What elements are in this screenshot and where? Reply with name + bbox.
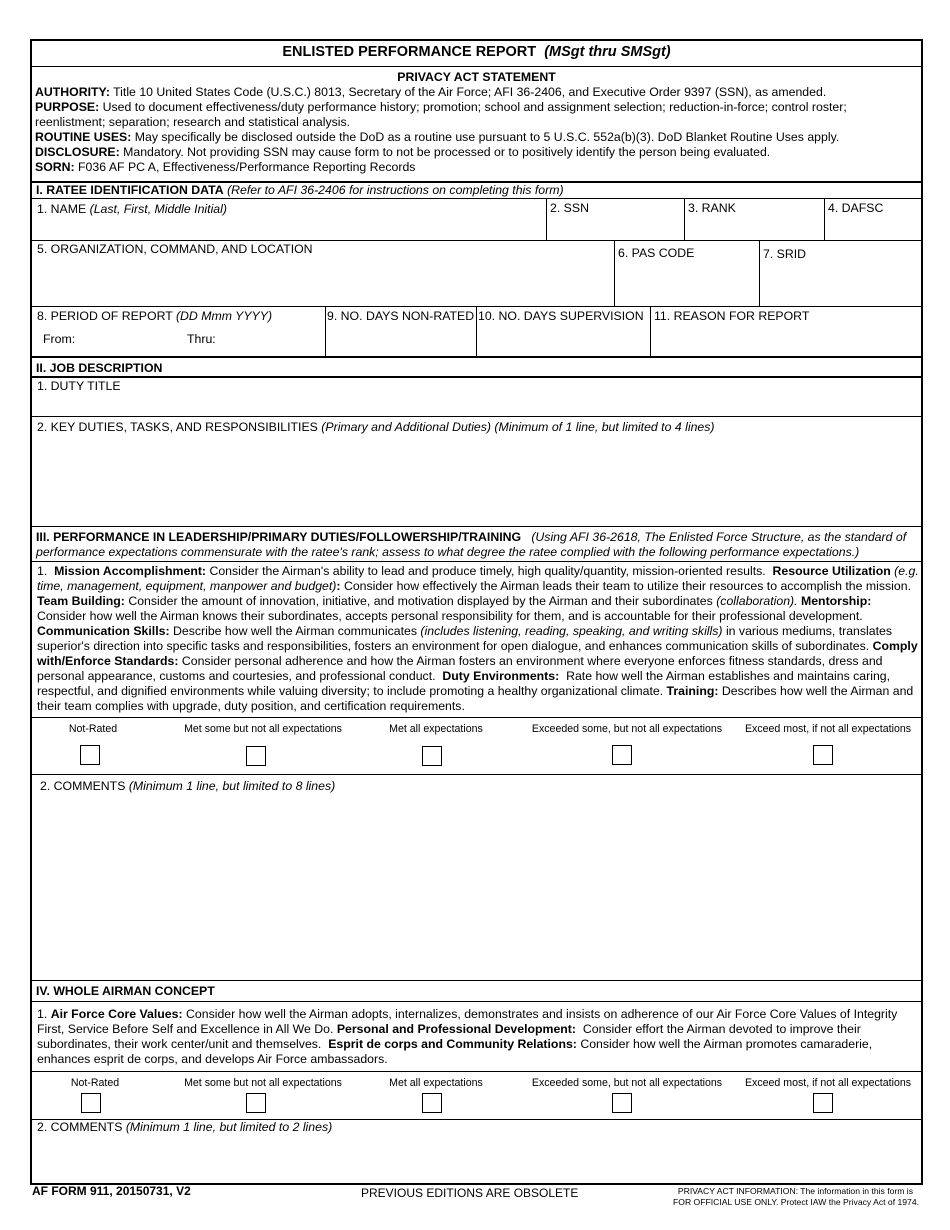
privacy-act-footer (673, 1186, 919, 1208)
rating-checkbox-met-all[interactable] (422, 746, 442, 766)
organization-field[interactable] (32, 241, 614, 305)
section-3-title: III. PERFORMANCE IN LEADERSHIP/PRIMARY DUTIES/FOLLOWERSHIP/TRAINING (36, 530, 522, 544)
authority-text: Title 10 United States Code (U.S.C.) 8013, Secretary of the Air Force; AFI 36-2406, and Executive Order 9397 (SSN), as amended. (113, 85, 827, 99)
privacy-footer-line-2: FOR OFFICIAL USE ONLY. Protect IAW the Privacy Act of 1974. (673, 1197, 919, 1207)
section-3-heading (36, 530, 912, 560)
rating-checkbox-met-some[interactable] (246, 1093, 266, 1113)
rating-checkbox-exceed-most[interactable] (813, 745, 833, 765)
rating-label-met-all: Met all expectations (389, 1077, 483, 1089)
rating-label-met-all: Met all expectations (389, 723, 483, 735)
section-4-comments-field[interactable] (32, 1120, 921, 1183)
standards-text: Consider personal adherence and how the Airman fosters an environment where everyone enforces fitness standards, dress and personal appearance, customs and courtesies, and professional conduct. (37, 654, 883, 683)
duty-environments-text: Rate how well the Airman establishes and maintains caring, respectful, and dignified environments while valuing diversity; to include promoting a healthy organizational climate. (37, 669, 891, 698)
section-4-comments-label (37, 1120, 332, 1135)
form-title-suffix: (MSgt thru SMSgt) (544, 44, 671, 60)
routine-uses-text: May specifically be disclosed outside the DoD as a routine use pursuant to 5 U.S.C. 552a(b)(3). DoD Blanket Routine Uses apply. (134, 130, 840, 144)
rank-field[interactable] (685, 199, 824, 239)
comments-label-text: 2. COMMENTS (40, 779, 126, 793)
privacy-act-statement (35, 85, 905, 175)
srid-field[interactable] (760, 241, 921, 305)
divider (32, 1071, 921, 1072)
pas-code-label: 6. PAS CODE (618, 246, 695, 260)
mentorship-text: Consider how well the Airman knows their subordinates, accepts personal responsibility for them, and is accountable for their professional development. (37, 609, 863, 623)
section-1-note: (Refer to AFI 36-2406 for instructions on completing this form) (227, 183, 564, 197)
period-label-text: 8. PERIOD OF REPORT (37, 309, 173, 323)
mentorship-label: Mentorship: (800, 594, 872, 608)
privacy-act-heading: PRIVACY ACT STATEMENT (397, 70, 556, 84)
rating-checkbox-not-rated[interactable] (81, 1093, 101, 1113)
rating-label-met-some: Met some but not all expectations (184, 1077, 342, 1089)
days-non-rated-label: 9. NO. DAYS NON-RATED (327, 309, 475, 323)
rating-checkbox-exceeded-some[interactable] (612, 1093, 632, 1113)
training-text: Describes how well the Airman and their team complies with upgrade, duty position, and certification requirements. (37, 684, 914, 713)
section-4-heading: IV. WHOLE AIRMAN CONCEPT (36, 984, 215, 998)
communication-text-a: Describe how well the Airman communicates (172, 624, 417, 638)
divider (32, 356, 921, 358)
purpose-line (35, 100, 905, 130)
thru-date-input[interactable] (222, 329, 322, 351)
rank-label: 3. RANK (688, 201, 736, 215)
name-label-note: (Last, First, Middle Initial) (89, 202, 227, 216)
comments-label-text: 2. COMMENTS (37, 1120, 123, 1134)
training-label: Training: (666, 684, 719, 698)
sorn-text: F036 AF PC A, Effectiveness/Performance Reporting Records (78, 160, 416, 174)
section-1-title: I. RATEE IDENTIFICATION DATA (36, 183, 224, 197)
resource-note: (e.g. time, management, equipment, manpower and budget) (37, 564, 919, 593)
rating-label-met-some: Met some but not all expectations (184, 723, 342, 735)
communication-label: Communication Skills: (37, 624, 170, 638)
sorn-label: SORN: (35, 160, 75, 174)
form-title (32, 44, 921, 60)
privacy-footer-line-1: PRIVACY ACT INFORMATION: The information in this form is (677, 1186, 913, 1196)
duty-title-label: 1. DUTY TITLE (37, 379, 121, 393)
dafsc-field[interactable] (825, 199, 921, 239)
team-building-text: Consider the amount of innovation, initiative, and motivation displayed by the Airman and their subordinates (128, 594, 713, 608)
esprit-label: Esprit de corps and Community Relations: (328, 1037, 577, 1051)
period-label-note: (DD Mmm YYYY) (175, 309, 273, 323)
sorn-line (35, 160, 905, 175)
communication-note: (includes listening, reading, speaking, and writing skills) (420, 624, 723, 638)
item-number: 1. (37, 564, 48, 578)
section-3-note: (Using AFI 36-2618, The Enlisted Force Structure, as the standard of performance expectations commensurate with the ratee's rank; assess to what degree the ratee complied with the following performance expectations.) (36, 530, 907, 559)
thru-label: Thru: (187, 332, 216, 346)
comments-label-note: (Minimum 1 line, but limited to 8 lines) (128, 779, 336, 793)
period-of-report-label (37, 309, 272, 324)
key-duties-label (37, 420, 715, 435)
rating-checkbox-exceed-most[interactable] (813, 1093, 833, 1113)
development-text: Consider effort the Airman devoted to improve their subordinates, their work center/unit and themselves. (37, 1022, 861, 1051)
team-building-note: (collaboration). (716, 594, 798, 608)
divider (32, 561, 921, 562)
rating-checkbox-not-rated[interactable] (80, 745, 100, 765)
rating-label-not-rated: Not-Rated (68, 723, 118, 735)
purpose-text: Used to document effectiveness/duty performance history; promotion; school and assignment selection; reduction-in-force; control roster; reenlistment; separation; research and statistical analysis. (35, 100, 847, 129)
resource-label: Resource Utilization (772, 564, 891, 578)
rating-checkbox-exceeded-some[interactable] (612, 745, 632, 765)
ssn-field[interactable] (547, 199, 684, 239)
disclosure-text: Mandatory. Not providing SSN may cause form to not be processed or to positively identify the person being evaluated. (123, 145, 771, 159)
section-1-heading (36, 183, 564, 198)
duty-title-field[interactable] (32, 378, 921, 416)
mission-text: Consider the Airman's ability to lead and produce timely, high quality/quantity, mission-oriented results. (209, 564, 766, 578)
from-date-input[interactable] (80, 329, 180, 351)
standards-label: Comply with/Enforce Standards: (37, 639, 918, 668)
pas-code-field[interactable] (615, 241, 759, 305)
name-label-text: 1. NAME (37, 202, 87, 216)
divider (32, 526, 921, 527)
mission-label: Mission Accomplishment: (54, 564, 207, 578)
rating-checkbox-met-some[interactable] (246, 746, 266, 766)
reason-for-report-label: 11. REASON FOR REPORT (654, 309, 810, 323)
authority-line (35, 85, 905, 100)
name-field[interactable] (32, 199, 547, 239)
item-number: 1. (37, 1007, 48, 1021)
core-values-label: Air Force Core Values: (50, 1007, 183, 1021)
rating-checkbox-met-all[interactable] (422, 1093, 442, 1113)
key-duties-label-text: 2. KEY DUTIES, TASKS, AND RESPONSIBILITIES (37, 420, 318, 434)
obsolete-notice: PREVIOUS EDITIONS ARE OBSOLETE (361, 1186, 579, 1200)
authority-label: AUTHORITY: (35, 85, 110, 99)
development-label: Personal and Professional Development: (336, 1022, 576, 1036)
resource-text: Consider how effectively the Airman leads their team to utilize their resources to accomplish the mission. (343, 579, 911, 593)
section-4-criteria (37, 1007, 917, 1067)
section-3-comments-label (40, 779, 335, 794)
srid-label: 7. SRID (763, 247, 807, 261)
core-values-text: Consider how well the Airman adopts, internalizes, demonstrates and insists on adherence of our Air Force Core Values of Integrity First, Service Before Self and Excellence in All We Do. (37, 1007, 898, 1036)
af-form-911 (30, 39, 923, 1185)
disclosure-label: DISCLOSURE: (35, 145, 120, 159)
dafsc-label: 4. DAFSC (828, 201, 884, 215)
reason-for-report-field[interactable] (651, 307, 921, 355)
days-supervision-label: 10. NO. DAYS SUPERVISION (478, 309, 644, 323)
comments-label-note: (Minimum 1 line, but limited to 2 lines) (125, 1120, 333, 1134)
divider (32, 66, 921, 67)
disclosure-line (35, 145, 905, 160)
days-supervision-field[interactable] (477, 307, 650, 355)
routine-uses-label: ROUTINE USES: (35, 130, 132, 144)
duty-environments-label: Duty Environments: (442, 669, 560, 683)
divider (32, 717, 921, 718)
key-duties-field[interactable] (32, 417, 921, 525)
name-label (37, 202, 227, 217)
purpose-label: PURPOSE: (35, 100, 100, 114)
divider (32, 980, 921, 981)
rating-label-exceed-most: Exceed most, if not all expectations (744, 723, 912, 735)
key-duties-label-note: (Primary and Additional Duties) (Minimum of 1 line, but limited to 4 lines) (321, 420, 715, 434)
section-3-criteria (37, 564, 922, 714)
communication-text-b: in various mediums, translates superior's direction into specific tasks and responsibilities, fosters an environment for open dialogue, and enhances communication skills of subordinates. (37, 624, 893, 653)
divider (32, 1001, 921, 1002)
routine-uses-line (35, 130, 905, 145)
team-building-label: Team Building: (37, 594, 125, 608)
rating-label-exceeded-some: Exceeded some, but not all expectations (531, 1077, 723, 1089)
ssn-label: 2. SSN (550, 201, 589, 215)
resource-colon: : (336, 579, 341, 593)
esprit-text: Consider how well the Airman promotes camaraderie, enhances esprit de corps, and develops Air Force ambassadors. (37, 1037, 873, 1066)
days-non-rated-field[interactable] (326, 307, 476, 355)
rating-label-exceed-most: Exceed most, if not all expectations (744, 1077, 912, 1089)
rating-label-exceeded-some: Exceeded some, but not all expectations (531, 723, 723, 735)
section-3-comments-field[interactable] (32, 775, 921, 979)
section-2-heading: II. JOB DESCRIPTION (36, 361, 163, 375)
form-title-text: ENLISTED PERFORMANCE REPORT (282, 44, 537, 60)
organization-label: 5. ORGANIZATION, COMMAND, AND LOCATION (37, 242, 313, 256)
form-identifier: AF FORM 911, 20150731, V2 (32, 1184, 191, 1198)
rating-label-not-rated: Not-Rated (70, 1077, 120, 1089)
from-label: From: (43, 332, 76, 346)
